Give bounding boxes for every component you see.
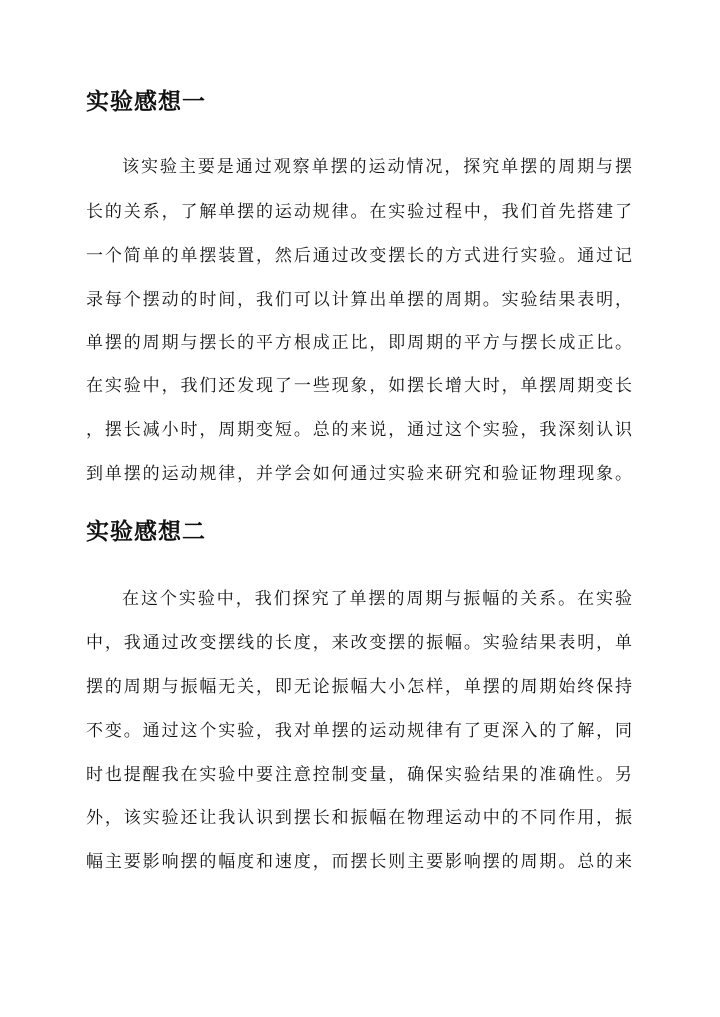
- section-1-line: 到单摆的运动规律，并学会如何通过实验来研究和验证物理现象。: [86, 464, 632, 484]
- section-1-line: 录每个摆动的时间，我们可以计算出单摆的周期。实验结果表明，: [86, 290, 632, 310]
- section-2-line: 外，该实验还让我认识到摆长和振幅在物理运动中的不同作用，振: [86, 808, 632, 828]
- section-2-line: 时也提醒我在实验中要注意控制变量，确保实验结果的准确性。另: [86, 765, 632, 785]
- section-2-line: 幅主要影响摆的幅度和速度，而摆长则主要影响摆的周期。总的来: [86, 852, 632, 872]
- section-2-heading: 实验感想二: [86, 518, 206, 545]
- section-2-line: 在这个实验中，我们探究了单摆的周期与振幅的关系。在实验: [122, 589, 632, 609]
- section-1-line: ，摆长减小时，周期变短。总的来说，通过这个实验，我深刻认识: [86, 420, 632, 440]
- section-1-line: 该实验主要是通过观察单摆的运动情况，探究单摆的周期与摆: [122, 157, 632, 177]
- section-2-line: 中，我通过改变摆线的长度，来改变摆的振幅。实验结果表明，单: [86, 633, 632, 653]
- section-1-line: 长的关系，了解单摆的运动规律。在实验过程中，我们首先搭建了: [86, 202, 632, 222]
- section-2-line: 摆的周期与振幅无关，即无论振幅大小怎样，单摆的周期始终保持: [86, 677, 632, 697]
- section-1-line: 单摆的周期与摆长的平方根成正比，即周期的平方与摆长成正比。: [86, 333, 632, 353]
- section-1-line: 一个简单的单摆装置，然后通过改变摆长的方式进行实验。通过记: [86, 246, 632, 266]
- section-1-heading: 实验感想一: [86, 88, 206, 115]
- section-1-line: 在实验中，我们还发现了一些现象，如摆长增大时，单摆周期变长: [86, 376, 632, 396]
- section-2-line: 不变。通过这个实验，我对单摆的运动规律有了更深入的了解，同: [86, 721, 632, 741]
